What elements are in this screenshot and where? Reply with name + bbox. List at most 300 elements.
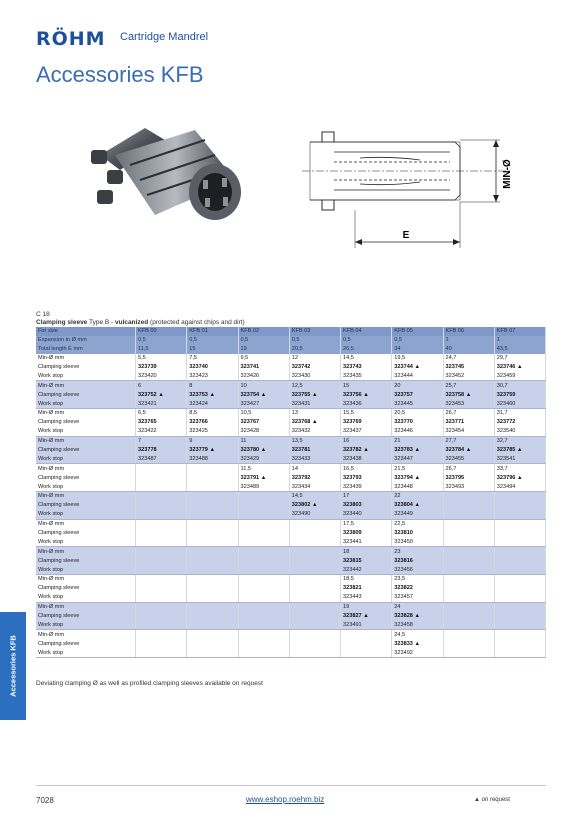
table-cell: 323785 ▲ <box>494 446 545 455</box>
table-cell <box>187 565 238 574</box>
table-cell <box>187 501 238 510</box>
table-cell: 10,5 <box>238 409 289 418</box>
table-cell: 323770 <box>392 418 443 427</box>
table-cell: 6,5 <box>136 409 187 418</box>
table-cell: 323766 <box>187 418 238 427</box>
table-cell: 323791 ▲ <box>238 473 289 482</box>
table-cell: 323815 <box>341 556 392 565</box>
table-cell: 8 <box>187 381 238 390</box>
row-label: Clamping sleeve <box>36 612 136 621</box>
row-label: Clamping sleeve <box>36 446 136 455</box>
table-cell: 323425 <box>187 427 238 436</box>
table-cell <box>187 529 238 538</box>
table-cell <box>136 519 187 528</box>
table-cell: 323456 <box>392 565 443 574</box>
table-row <box>36 602 546 611</box>
table-cell: 323428 <box>238 427 289 436</box>
table-cell: 323809 <box>341 529 392 538</box>
table-cell <box>443 648 494 657</box>
table-cell: 20,5 <box>392 409 443 418</box>
table-cell: 323436 <box>341 399 392 408</box>
table-cell: 323741 <box>238 363 289 372</box>
table-cell <box>136 501 187 510</box>
table-cell: 20 <box>392 381 443 390</box>
table-cell: 24,5 <box>392 630 443 639</box>
table-cell <box>289 565 340 574</box>
row-label: Work stop <box>36 510 136 519</box>
table-cell: 323423 <box>187 371 238 380</box>
table-cell: 26,7 <box>443 464 494 473</box>
table-cell <box>187 575 238 584</box>
table-cell: 323492 <box>392 648 443 657</box>
table-row <box>36 639 546 648</box>
table-cell <box>136 565 187 574</box>
header-cell: 0,5 <box>136 336 187 345</box>
table-row <box>36 630 546 639</box>
table-cell: 323796 ▲ <box>494 473 545 482</box>
table-cell <box>238 529 289 538</box>
table-cell <box>136 482 187 491</box>
header-subtitle: Cartridge Mandrel <box>120 31 209 43</box>
table-cell <box>187 510 238 519</box>
table-cell <box>136 584 187 593</box>
row-label: Work stop <box>36 427 136 436</box>
table-cell <box>289 529 340 538</box>
table-cell: 323459 <box>494 371 545 380</box>
table-cell: 323758 ▲ <box>443 390 494 399</box>
table-cell: 16,5 <box>341 464 392 473</box>
header-cell: 11,5 <box>136 345 187 354</box>
table-cell: 323421 <box>136 399 187 408</box>
row-label: Work stop <box>36 537 136 546</box>
table-cell <box>187 519 238 528</box>
table-cell <box>443 630 494 639</box>
table-cell <box>187 584 238 593</box>
table-cell: 7,5 <box>187 354 238 363</box>
table-cell: 323757 <box>392 390 443 399</box>
header-cell: 43,5 <box>494 345 545 354</box>
table-cell: 323795 <box>443 473 494 482</box>
row-label: Work stop <box>36 482 136 491</box>
table-cell: 14 <box>289 464 340 473</box>
table-row <box>36 584 546 593</box>
section-title-bold2: vulcanized <box>115 319 149 326</box>
table-cell: 323447 <box>392 454 443 463</box>
table-cell <box>238 621 289 630</box>
table-cell: 323793 <box>341 473 392 482</box>
header-cell: 0,5 <box>238 336 289 345</box>
on-request-legend: ▲ on request <box>474 797 510 803</box>
table-cell <box>443 584 494 593</box>
table-cell: 323437 <box>341 427 392 436</box>
table-cell: 17,5 <box>341 519 392 528</box>
table-cell: 14,5 <box>341 354 392 363</box>
table-cell: 9 <box>187 436 238 445</box>
table-cell <box>443 492 494 501</box>
table-cell: 323754 ▲ <box>238 390 289 399</box>
table-row <box>36 537 546 546</box>
page-title: Accessories KFB <box>36 62 204 87</box>
table-cell <box>494 492 545 501</box>
table-cell <box>136 612 187 621</box>
row-label: Min-Ø mm <box>36 354 136 363</box>
table-row <box>36 556 546 565</box>
header-cell: 19 <box>238 345 289 354</box>
table-cell <box>443 519 494 528</box>
table-cell <box>494 630 545 639</box>
table-cell: 323489 <box>238 482 289 491</box>
table-cell <box>443 529 494 538</box>
table-cell: 323771 <box>443 418 494 427</box>
header-cell: 1 <box>494 336 545 345</box>
roehm-logo: RÖHM <box>36 28 106 50</box>
table-cell <box>289 630 340 639</box>
table-cell <box>289 612 340 621</box>
table-cell: 323802 ▲ <box>289 501 340 510</box>
page-number: 7028 <box>36 796 54 805</box>
table-cell <box>494 639 545 648</box>
row-label: Min-Ø mm <box>36 464 136 473</box>
table-row <box>36 621 546 630</box>
table-cell: 323740 <box>187 363 238 372</box>
table-cell: 11,5 <box>238 464 289 473</box>
row-label: Min-Ø mm <box>36 630 136 639</box>
dim-min-label: MIN-Ø <box>502 159 513 189</box>
table-cell <box>289 547 340 556</box>
table-cell: 18,5 <box>341 575 392 584</box>
header-cell: 0,5 <box>187 336 238 345</box>
table-cell <box>136 575 187 584</box>
table-cell: 9,5 <box>238 354 289 363</box>
table-cell: 323432 <box>289 427 340 436</box>
row-label: Total length E mm <box>36 345 136 354</box>
table-cell <box>289 519 340 528</box>
table-cell: 18 <box>341 547 392 556</box>
table-cell: 323804 ▲ <box>392 501 443 510</box>
table-cell: 323438 <box>341 454 392 463</box>
table-row <box>36 482 546 491</box>
table-cell <box>443 575 494 584</box>
table-cell: 16 <box>341 436 392 445</box>
table-cell: 323420 <box>136 371 187 380</box>
header-cell: KFB 04 <box>341 327 392 336</box>
header-cell: 1 <box>443 336 494 345</box>
header-cell: 0,5 <box>289 336 340 345</box>
table-cell: 25,7 <box>443 381 494 390</box>
table-cell <box>136 464 187 473</box>
side-tab <box>0 612 26 720</box>
table-cell: 323443 <box>341 593 392 602</box>
table-cell: 323458 <box>392 621 443 630</box>
table-cell <box>136 593 187 602</box>
table-cell <box>443 565 494 574</box>
table-cell: 21,5 <box>392 464 443 473</box>
table-cell <box>238 612 289 621</box>
table-cell: 323742 <box>289 363 340 372</box>
table-cell: 323781 <box>289 446 340 455</box>
table-cell: 323444 <box>392 371 443 380</box>
table-cell <box>289 556 340 565</box>
table-cell <box>187 556 238 565</box>
table-cell: 29,7 <box>494 354 545 363</box>
table-cell: 323803 <box>341 501 392 510</box>
table-cell <box>187 639 238 648</box>
table-cell <box>238 584 289 593</box>
table-cell: 323433 <box>289 454 340 463</box>
table-cell: 323755 ▲ <box>289 390 340 399</box>
header-cell: 34 <box>392 345 443 354</box>
technical-drawing <box>300 122 520 252</box>
table-cell <box>494 584 545 593</box>
table-cell: 323435 <box>341 371 392 380</box>
section-title-bold: Clamping sleeve <box>36 319 88 326</box>
table-cell: 12 <box>289 354 340 363</box>
table-cell: 323457 <box>392 593 443 602</box>
table-cell: 323493 <box>443 482 494 491</box>
table-cell <box>443 602 494 611</box>
header-cell: KFB 02 <box>238 327 289 336</box>
table-cell <box>238 630 289 639</box>
table-cell: 323490 <box>289 510 340 519</box>
table-cell: 323430 <box>289 371 340 380</box>
table-row <box>36 409 546 418</box>
table-row <box>36 427 546 436</box>
clamping-sleeve-table <box>36 327 546 658</box>
table-cell: 323767 <box>238 418 289 427</box>
table-cell: 323745 <box>443 363 494 372</box>
table-row <box>36 575 546 584</box>
table-cell <box>289 602 340 611</box>
table-cell: 323488 <box>187 454 238 463</box>
row-label: Work stop <box>36 593 136 602</box>
row-label: Min-Ø mm <box>36 575 136 584</box>
header-cell: 26,5 <box>341 345 392 354</box>
table-row <box>36 418 546 427</box>
table-row <box>36 547 546 556</box>
table-cell <box>289 593 340 602</box>
table-cell: 323431 <box>289 399 340 408</box>
table-cell: 23,5 <box>392 575 443 584</box>
table-cell: 14,5 <box>289 492 340 501</box>
footnote: Deviating clamping Ø as well as profiled clamping sleeves available on request <box>36 680 263 687</box>
table-header-row <box>36 345 546 354</box>
table-cell <box>443 556 494 565</box>
table-cell: 323821 <box>341 584 392 593</box>
table-cell: 323782 ▲ <box>341 446 392 455</box>
table-cell <box>238 547 289 556</box>
table-cell <box>443 593 494 602</box>
row-label: Min-Ø mm <box>36 602 136 611</box>
header-cell: 15 <box>187 345 238 354</box>
table-cell: 323441 <box>341 537 392 546</box>
table-cell <box>238 510 289 519</box>
row-label: Work stop <box>36 565 136 574</box>
table-cell: 323541 <box>494 454 545 463</box>
section-title <box>36 319 245 326</box>
table-cell <box>494 621 545 630</box>
table-cell <box>289 537 340 546</box>
table-row <box>36 399 546 408</box>
table-cell <box>136 529 187 538</box>
product-photo <box>85 120 255 230</box>
header-cell: KFB 07 <box>494 327 545 336</box>
table-cell <box>289 648 340 657</box>
table-cell: 30,7 <box>494 381 545 390</box>
table-cell <box>494 510 545 519</box>
header-cell: KFB 03 <box>289 327 340 336</box>
table-row <box>36 446 546 455</box>
row-label: Clamping sleeve <box>36 584 136 593</box>
row-label: Work stop <box>36 454 136 463</box>
table-header-row <box>36 336 546 345</box>
row-label: Min-Ø mm <box>36 409 136 418</box>
table-cell: 323453 <box>443 399 494 408</box>
table-cell <box>494 501 545 510</box>
table-cell <box>494 556 545 565</box>
table-cell <box>136 639 187 648</box>
table-cell: 323440 <box>341 510 392 519</box>
table-cell <box>136 621 187 630</box>
table-cell: 323540 <box>494 427 545 436</box>
table-cell <box>494 547 545 556</box>
table-cell <box>238 639 289 648</box>
table-cell: 323739 <box>136 363 187 372</box>
table-cell <box>238 492 289 501</box>
table-cell: 15,5 <box>341 409 392 418</box>
row-label: Clamping sleeve <box>36 529 136 538</box>
table-cell <box>136 630 187 639</box>
table-cell <box>187 593 238 602</box>
table-row <box>36 501 546 510</box>
table-cell: 323784 ▲ <box>443 446 494 455</box>
row-label: Expansion in Ø mm <box>36 336 136 345</box>
row-label: Min-Ø mm <box>36 519 136 528</box>
table-cell <box>494 612 545 621</box>
table-cell <box>238 556 289 565</box>
header-cell: 40 <box>443 345 494 354</box>
table-cell: 6 <box>136 381 187 390</box>
table-cell <box>443 547 494 556</box>
row-label: Clamping sleeve <box>36 473 136 482</box>
table-cell: 323446 <box>392 427 443 436</box>
table-cell: 31,7 <box>494 409 545 418</box>
table-cell <box>238 519 289 528</box>
row-label: Clamping sleeve <box>36 363 136 372</box>
table-cell: 8,5 <box>187 409 238 418</box>
section-title-rest: (protected against chips and dirt) <box>148 319 245 326</box>
table-cell <box>187 648 238 657</box>
header-cell: 0,5 <box>392 336 443 345</box>
table-row <box>36 464 546 473</box>
row-label: Clamping sleeve <box>36 418 136 427</box>
row-label: Min-Ø mm <box>36 381 136 390</box>
table-cell: 323434 <box>289 482 340 491</box>
table-cell: 323779 ▲ <box>187 446 238 455</box>
table-cell <box>187 482 238 491</box>
table-cell: 323753 ▲ <box>187 390 238 399</box>
table-cell: 323487 <box>136 454 187 463</box>
table-cell: 323794 ▲ <box>392 473 443 482</box>
table-cell: 323778 <box>136 446 187 455</box>
row-label: Work stop <box>36 648 136 657</box>
table-cell <box>443 510 494 519</box>
table-row <box>36 593 546 602</box>
table-cell <box>443 612 494 621</box>
table-cell: 10 <box>238 381 289 390</box>
table-cell: 323828 ▲ <box>392 612 443 621</box>
eshop-link[interactable]: www.eshop.roehm.biz <box>246 795 325 804</box>
table-cell: 27,7 <box>443 436 494 445</box>
table-cell: 323756 ▲ <box>341 390 392 399</box>
table-cell: 26,7 <box>443 409 494 418</box>
table-row <box>36 565 546 574</box>
table-cell <box>289 621 340 630</box>
table-cell: 323491 <box>341 621 392 630</box>
table-cell: 323424 <box>187 399 238 408</box>
table-cell <box>341 639 392 648</box>
table-cell <box>136 547 187 556</box>
table-cell <box>443 537 494 546</box>
table-cell <box>494 602 545 611</box>
table-row <box>36 354 546 363</box>
table-cell <box>494 593 545 602</box>
table-cell: 323448 <box>392 482 443 491</box>
header-cell: KFB 05 <box>392 327 443 336</box>
row-label: For size <box>36 327 136 336</box>
table-cell <box>187 473 238 482</box>
table-cell: 11 <box>238 436 289 445</box>
table-cell <box>187 621 238 630</box>
table-cell <box>238 501 289 510</box>
table-cell: 24 <box>392 602 443 611</box>
table-cell: 323768 ▲ <box>289 418 340 427</box>
table-cell <box>136 510 187 519</box>
table-cell <box>341 648 392 657</box>
table-cell: 323442 <box>341 565 392 574</box>
table-cell: 323422 <box>136 427 187 436</box>
header-cell: KFB 00 <box>136 327 187 336</box>
table-cell: 23 <box>392 547 443 556</box>
table-cell <box>289 584 340 593</box>
header-cell: KFB 06 <box>443 327 494 336</box>
table-cell: 33,7 <box>494 464 545 473</box>
table-cell: 323743 <box>341 363 392 372</box>
row-label: Min-Ø mm <box>36 436 136 445</box>
table-cell <box>187 547 238 556</box>
table-cell <box>238 537 289 546</box>
table-cell: 323439 <box>341 482 392 491</box>
table-cell: 323426 <box>238 371 289 380</box>
table-cell <box>494 537 545 546</box>
table-cell: 323780 ▲ <box>238 446 289 455</box>
table-cell: 323450 <box>392 537 443 546</box>
table-cell: 323744 ▲ <box>392 363 443 372</box>
row-label: Work stop <box>36 621 136 630</box>
table-cell: 323449 <box>392 510 443 519</box>
section-code: C 18 <box>36 311 50 318</box>
table-row <box>36 473 546 482</box>
table-cell: 323454 <box>443 427 494 436</box>
table-cell: 17 <box>341 492 392 501</box>
table-cell <box>238 602 289 611</box>
table-cell: 323452 <box>443 371 494 380</box>
table-cell <box>187 630 238 639</box>
table-cell <box>187 492 238 501</box>
table-cell <box>187 602 238 611</box>
row-label: Clamping sleeve <box>36 556 136 565</box>
table-cell: 323460 <box>494 399 545 408</box>
table-cell: 323783 ▲ <box>392 446 443 455</box>
